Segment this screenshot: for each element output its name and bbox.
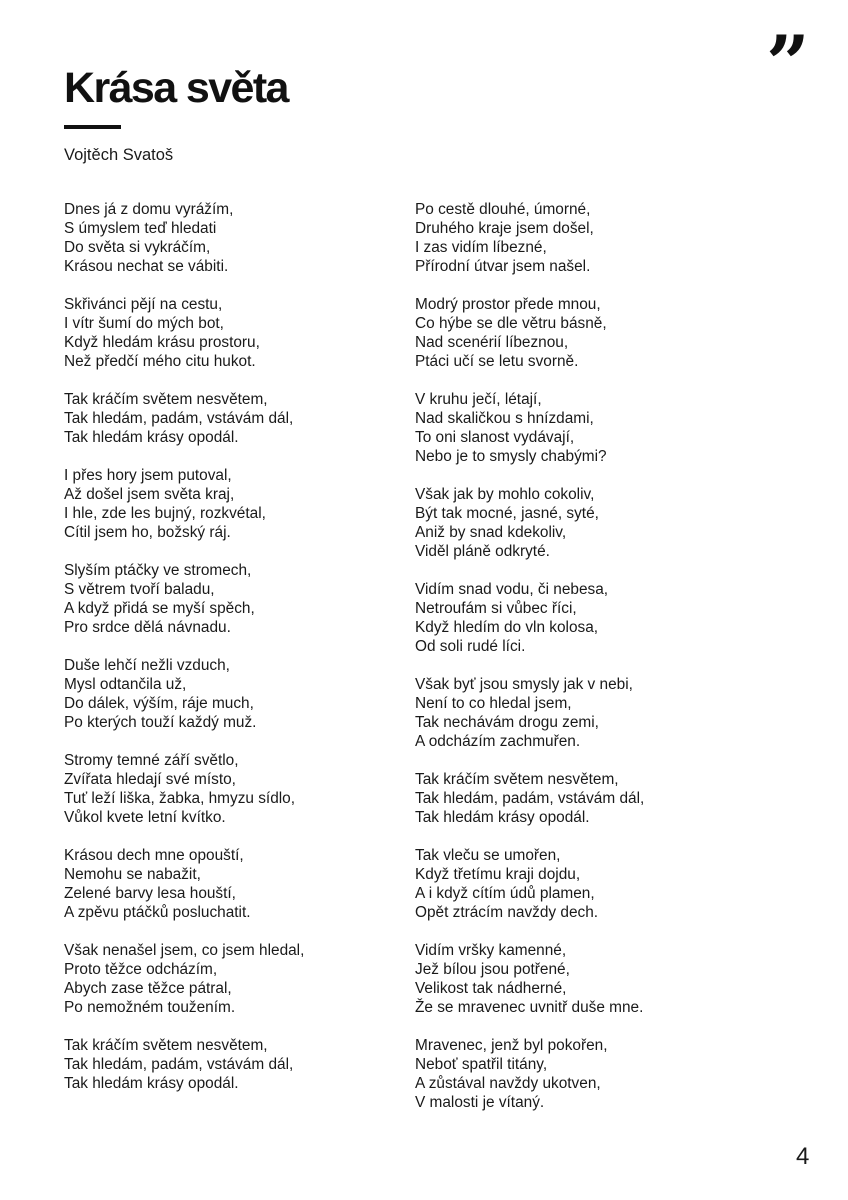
refrain-stanza (415, 770, 755, 827)
poem-line: To oni slanost vydávají, (415, 429, 575, 446)
poem-line: V kruhu ječí, létají, (415, 391, 542, 408)
poem-line: Dnes já z domu vyrážím, (64, 201, 234, 218)
refrain-stanza (64, 390, 404, 447)
poem-line: I hle, zde les bujný, rozkvétal, (64, 505, 266, 522)
poem-line: Tak hledám krásy opodál. (64, 429, 239, 446)
poem-column-right (415, 200, 755, 1131)
poem-line: Abych zase těžce pátral, (64, 980, 232, 997)
poem-line: Tak hledám krásy opodál. (64, 1075, 239, 1092)
poem-line: S větrem tvoří baladu, (64, 581, 215, 598)
poem-line: Mysl odtančila už, (64, 676, 187, 693)
stanza (415, 580, 755, 656)
poem-line: A zůstával navždy ukotven, (415, 1075, 601, 1092)
poem-line: Tak hledám, padám, vstávám dál, (415, 790, 645, 807)
stanza (64, 561, 404, 637)
poem-line: Však jak by mohlo cokoliv, (415, 486, 595, 503)
poem-line: Cítil jsem ho, božský ráj. (64, 524, 231, 541)
poem-line: Vidím vršky kamenné, (415, 942, 567, 959)
poem-line: Tak hledám, padám, vstávám dál, (64, 410, 294, 427)
poem-line: Přírodní útvar jsem našel. (415, 258, 591, 275)
poem-line: Však byť jsou smysly jak v nebi, (415, 676, 633, 693)
poem-title: Krása světa (64, 64, 288, 112)
stanza (415, 941, 755, 1017)
poem-line: Nemohu se nabažit, (64, 866, 201, 883)
poem-line: Po kterých touží každý muž. (64, 714, 257, 731)
title-underline (64, 125, 121, 129)
stanza (64, 466, 404, 542)
poem-line: Tuť leží liška, žabka, hmyzu sídlo, (64, 790, 296, 807)
poem-line: A i když cítím údů plamen, (415, 885, 595, 902)
poem-line: Od soli rudé líci. (415, 638, 526, 655)
poem-line: I vítr šumí do mých bot, (64, 315, 224, 332)
stanza (64, 295, 404, 371)
stanza (64, 656, 404, 732)
poem-line: Co hýbe se dle větru básně, (415, 315, 607, 332)
poem-line: Slyším ptáčky ve stromech, (64, 562, 252, 579)
poem-line: Aniž by snad kdekoliv, (415, 524, 567, 541)
poem-line: Velikost tak nádherné, (415, 980, 567, 997)
stanza (64, 751, 404, 827)
poem-line: Stromy temné září světlo, (64, 752, 239, 769)
poem-line: Nad skaličkou s hnízdami, (415, 410, 594, 427)
poem-line: Když hledím do vln kolosa, (415, 619, 599, 636)
poem-line: Až došel jsem světa kraj, (64, 486, 235, 503)
poem-line: Viděl pláně odkryté. (415, 543, 550, 560)
poem-line: Do světa si vykráčím, (64, 239, 211, 256)
stanza (415, 675, 755, 751)
poem-line: Tak nechávám drogu zemi, (415, 714, 599, 731)
poem-line: Druhého kraje jsem došel, (415, 220, 594, 237)
poem-line: Ptáci učí se letu svorně. (415, 353, 579, 370)
poem-line: Tak hledám, padám, vstávám dál, (64, 1056, 294, 1073)
stanza (415, 200, 755, 276)
poem-line: Není to co hledal jsem, (415, 695, 572, 712)
poem-line: Tak hledám krásy opodál. (415, 809, 590, 826)
poem-line: Proto těžce odcházím, (64, 961, 218, 978)
poem-line: I zas vidím líbezné, (415, 239, 547, 256)
poem-line: Do dálek, výším, ráje much, (64, 695, 254, 712)
quote-mark-icon: ” (766, 19, 804, 108)
poem-line: Však nenašel jsem, co jsem hledal, (64, 942, 305, 959)
poem-line: V malosti je vítaný. (415, 1094, 545, 1111)
stanza (415, 485, 755, 561)
poem-line: Krásou nechat se vábiti. (64, 258, 229, 275)
poem-line: S úmyslem teď hledati (64, 220, 217, 237)
poem-line: Krásou dech mne opouští, (64, 847, 244, 864)
poem-line: Být tak mocné, jasné, syté, (415, 505, 599, 522)
poem-line: Vidím snad vodu, či nebesa, (415, 581, 609, 598)
stanza (64, 200, 404, 276)
stanza (64, 941, 404, 1017)
poem-line: I přes hory jsem putoval, (64, 467, 232, 484)
poem-line: Jež bílou jsou potřené, (415, 961, 570, 978)
poem-author: Vojtěch Svatoš (64, 146, 174, 164)
poem-line: Vůkol kvete letní kvítko. (64, 809, 226, 826)
poem-line: Když hledám krásu prostoru, (64, 334, 260, 351)
poem-line: Duše lehčí nežli vzduch, (64, 657, 230, 674)
poem-line: Než předčí mého citu hukot. (64, 353, 256, 370)
poem-line: Zvířata hledají své místo, (64, 771, 236, 788)
page-number: 4 (796, 1143, 810, 1170)
poem-line: Modrý prostor přede mnou, (415, 296, 601, 313)
poem-line: Zelené barvy lesa houští, (64, 885, 236, 902)
stanza (415, 1036, 755, 1112)
stanza (64, 846, 404, 922)
refrain-stanza (64, 1036, 404, 1093)
poem-line: A zpěvu ptáčků posluchatit. (64, 904, 251, 921)
poem-line: Nad scenérií líbeznou, (415, 334, 569, 351)
poem-line: Že se mravenec uvnitř duše mne. (415, 999, 644, 1016)
poem-line: Pro srdce dělá návnadu. (64, 619, 231, 636)
poem-line: Netroufám si vůbec říci, (415, 600, 577, 617)
poem-line: Nebo je to smysly chabými? (415, 448, 607, 465)
poem-line: Když třetímu kraji dojdu, (415, 866, 581, 883)
stanza (415, 846, 755, 922)
stanza (415, 390, 755, 466)
poem-line: Po cestě dlouhé, úmorné, (415, 201, 591, 218)
poem-line: Tak kráčím světem nesvětem, (64, 391, 268, 408)
poem-line: Neboť spatřil titány, (415, 1056, 548, 1073)
poem-line: Mravenec, jenž byl pokořen, (415, 1037, 608, 1054)
poem-line: Tak vleču se umořen, (415, 847, 561, 864)
poem-line: Skřivánci pějí na cestu, (64, 296, 223, 313)
poem-column-left (64, 200, 404, 1112)
poem-line: A když přidá se myší spěch, (64, 600, 255, 617)
poem-line: Po nemožném toužením. (64, 999, 236, 1016)
poem-line: A odcházím zachmuřen. (415, 733, 581, 750)
stanza (415, 295, 755, 371)
poem-line: Tak kráčím světem nesvětem, (415, 771, 619, 788)
poem-line: Tak kráčím světem nesvětem, (64, 1037, 268, 1054)
poem-line: Opět ztrácím navždy dech. (415, 904, 599, 921)
